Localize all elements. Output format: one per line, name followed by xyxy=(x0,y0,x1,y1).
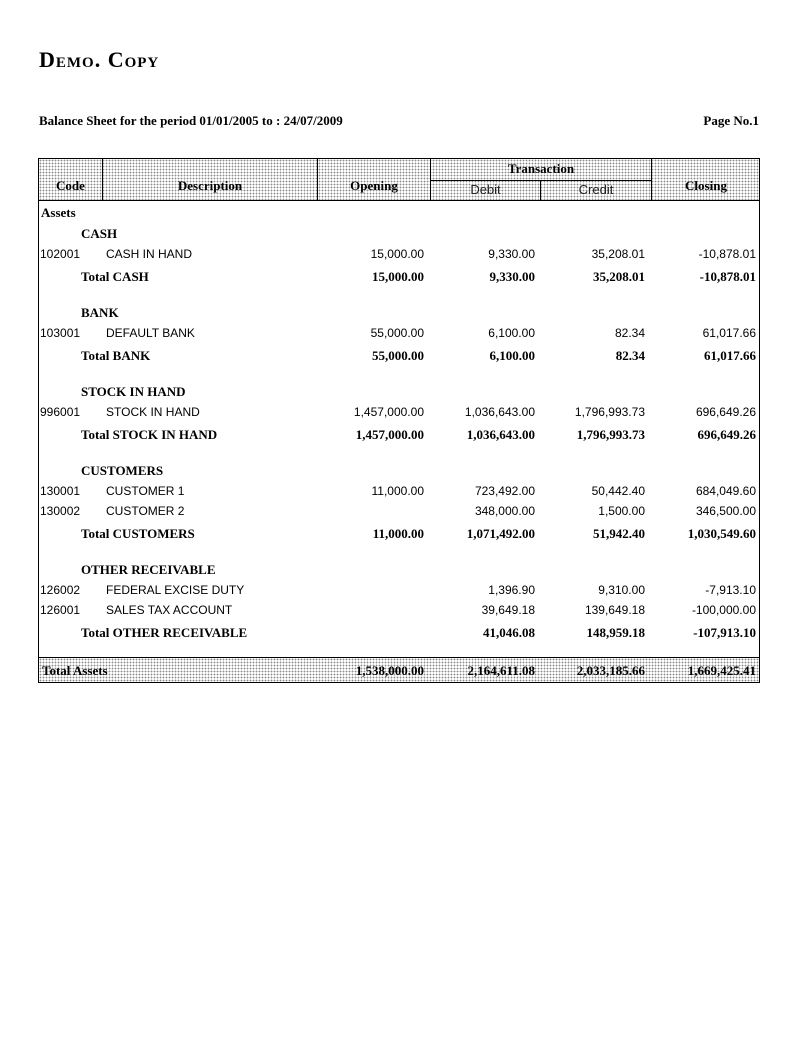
group-name: STOCK IN HAND xyxy=(81,384,186,399)
group-total-label: Total OTHER RECEIVABLE xyxy=(81,625,248,640)
opening-value: 1,457,000.00 xyxy=(353,405,424,419)
closing-total: 1,030,549.60 xyxy=(687,526,756,541)
table-row xyxy=(38,484,760,504)
debit-value: 6,100.00 xyxy=(488,326,535,340)
account-code: 130001 xyxy=(40,484,81,498)
closing-value: 696,649.26 xyxy=(695,405,756,419)
debit-value: 9,330.00 xyxy=(488,247,535,261)
debit-value: 39,649.18 xyxy=(481,603,535,617)
credit-total: 35,208.01 xyxy=(593,269,645,284)
group-name: CUSTOMERS xyxy=(81,463,164,478)
table-row xyxy=(38,247,760,267)
credit-total: 82.34 xyxy=(615,348,645,363)
header-transaction: Transaction xyxy=(507,161,575,176)
grand-total-debit: 2,164,611.08 xyxy=(467,663,535,678)
closing-total: 696,649.26 xyxy=(697,427,756,442)
header-opening: Opening xyxy=(350,178,398,193)
section-label: Assets xyxy=(41,205,76,220)
account-description: CUSTOMER 1 xyxy=(106,484,185,498)
grand-total-credit: 2,033,185.66 xyxy=(576,663,645,678)
credit-total: 51,942.40 xyxy=(593,526,645,541)
account-description: STOCK IN HAND xyxy=(106,405,200,419)
debit-total: 41,046.08 xyxy=(483,625,535,640)
group-name: BANK xyxy=(81,305,119,320)
account-description: CASH IN HAND xyxy=(106,247,193,261)
group-heading xyxy=(38,305,760,325)
table-row xyxy=(38,504,760,524)
group-total-label: Total CUSTOMERS xyxy=(81,526,195,541)
header-debit: Debit xyxy=(470,182,501,197)
group-name: OTHER RECEIVABLE xyxy=(81,562,216,577)
table-row xyxy=(38,603,760,623)
account-code: 126001 xyxy=(40,603,81,617)
closing-value: 346,500.00 xyxy=(695,504,756,518)
group-heading xyxy=(38,226,760,246)
debit-total: 6,100.00 xyxy=(489,348,535,363)
closing-total: -10,878.01 xyxy=(699,269,756,284)
credit-value: 139,649.18 xyxy=(584,603,645,617)
report-period: Balance Sheet for the period 01/01/2005 to : 24/07/2009 xyxy=(39,113,343,128)
group-total-label: Total BANK xyxy=(81,348,151,363)
account-description: CUSTOMER 2 xyxy=(106,504,185,518)
table-row xyxy=(38,326,760,346)
opening-total: 15,000.00 xyxy=(372,269,424,284)
debit-value: 1,036,643.00 xyxy=(464,405,535,419)
account-description: SALES TAX ACCOUNT xyxy=(106,603,233,617)
group-heading xyxy=(38,463,760,483)
credit-value: 82.34 xyxy=(614,326,645,340)
group-total-row xyxy=(38,269,760,289)
debit-value: 348,000.00 xyxy=(474,504,535,518)
group-heading xyxy=(38,562,760,582)
group-heading xyxy=(38,384,760,404)
opening-total: 55,000.00 xyxy=(372,348,424,363)
header-code: Code xyxy=(56,178,85,193)
opening-value: 55,000.00 xyxy=(370,326,424,340)
debit-value: 723,492.00 xyxy=(474,484,535,498)
group-total-row xyxy=(38,427,760,447)
section-label-row xyxy=(38,205,760,225)
credit-value: 1,500.00 xyxy=(598,504,645,518)
opening-total: 11,000.00 xyxy=(372,526,424,541)
account-code: 130002 xyxy=(40,504,81,518)
closing-value: -10,878.01 xyxy=(698,247,756,261)
group-total-label: Total STOCK IN HAND xyxy=(81,427,218,442)
table-row xyxy=(38,405,760,425)
account-code: 103001 xyxy=(40,326,81,340)
debit-total: 9,330.00 xyxy=(489,269,535,284)
credit-value: 50,442.40 xyxy=(591,484,645,498)
credit-total: 1,796,993.73 xyxy=(576,427,645,442)
group-total-row xyxy=(38,625,760,645)
grand-total-row xyxy=(38,657,760,683)
closing-value: 684,049.60 xyxy=(695,484,756,498)
closing-value: -100,000.00 xyxy=(691,603,756,617)
closing-total: -107,913.10 xyxy=(693,625,756,640)
account-code: 126002 xyxy=(40,583,81,597)
group-total-label: Total CASH xyxy=(81,269,149,284)
account-description: FEDERAL EXCISE DUTY xyxy=(106,583,245,597)
credit-total: 148,959.18 xyxy=(586,625,645,640)
group-total-row xyxy=(38,348,760,368)
credit-value: 9,310.00 xyxy=(598,583,645,597)
credit-value: 35,208.01 xyxy=(591,247,645,261)
grand-total-opening: 1,538,000.00 xyxy=(355,663,424,678)
header-closing: Closing xyxy=(685,178,727,193)
grand-total-label: Total Assets xyxy=(42,663,108,678)
group-total-row xyxy=(38,526,760,546)
table-row xyxy=(38,583,760,603)
grand-total-closing: 1,669,425.41 xyxy=(687,663,756,678)
account-code: 102001 xyxy=(40,247,81,261)
opening-value: 11,000.00 xyxy=(371,484,424,498)
opening-total: 1,457,000.00 xyxy=(355,427,424,442)
account-code: 996001 xyxy=(40,405,81,419)
closing-value: -7,913.10 xyxy=(705,583,756,597)
account-description: DEFAULT BANK xyxy=(106,326,195,340)
debit-total: 1,071,492.00 xyxy=(466,526,535,541)
demo-copy-title: Demo. Copy xyxy=(39,47,160,72)
page-number: Page No.1 xyxy=(703,113,759,128)
debit-total: 1,036,643.00 xyxy=(466,427,535,442)
header-description: Description xyxy=(177,178,243,193)
closing-value: 61,017.66 xyxy=(702,326,756,340)
opening-value: 15,000.00 xyxy=(370,247,424,261)
header-credit: Credit xyxy=(578,182,614,197)
credit-value: 1,796,993.73 xyxy=(574,405,645,419)
debit-value: 1,396.90 xyxy=(488,583,535,597)
closing-total: 61,017.66 xyxy=(704,348,756,363)
table-header xyxy=(38,158,760,201)
group-name: CASH xyxy=(81,226,118,241)
